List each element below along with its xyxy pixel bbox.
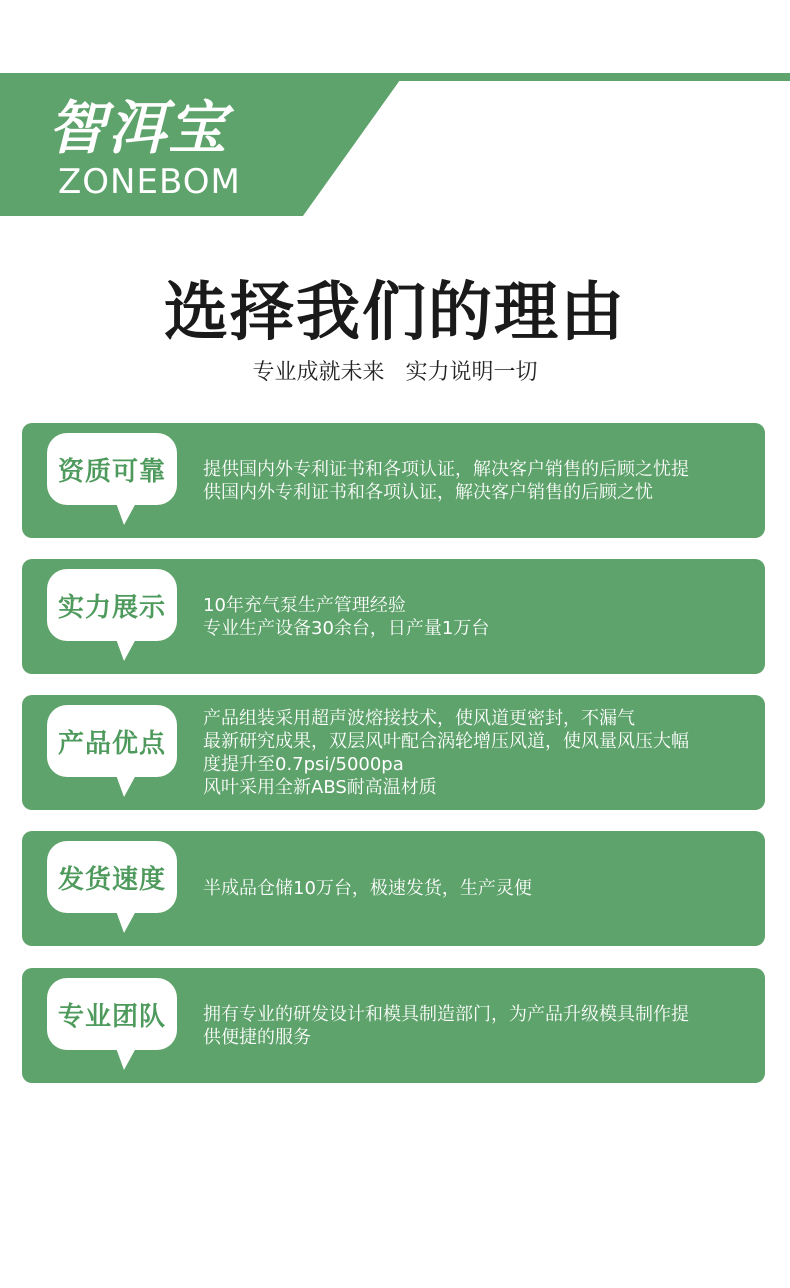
card-description [203, 559, 747, 674]
speech-bubble-tail [116, 1048, 136, 1070]
speech-bubble-badge [47, 433, 177, 505]
reason-card-team [22, 968, 765, 1083]
card-text-line: 风叶采用全新ABS耐高温材质 [203, 776, 437, 798]
card-text-line: 10年充气泵生产管理经验 [203, 594, 406, 616]
badge-label: 发货速度 [57, 864, 166, 895]
badge-label: 实力展示 [57, 592, 166, 623]
speech-bubble-badge [47, 705, 177, 777]
reason-card-delivery [22, 831, 765, 946]
badge-label: 资质可靠 [57, 456, 166, 487]
card-text-line: 供便捷的服务 [203, 1026, 311, 1048]
speech-bubble-tail [116, 775, 136, 797]
badge-label: 专业团队 [57, 1001, 166, 1032]
card-text-line: 供国内外专利证书和各项认证，解决客户销售的后顾之忧 [203, 481, 653, 503]
speech-bubble-tail [116, 503, 136, 525]
card-text-line: 提供国内外专利证书和各项认证，解决客户销售的后顾之忧提 [203, 458, 689, 480]
badge-label: 产品优点 [57, 728, 166, 759]
brand-logo-chinese: 智洱宝 [48, 94, 229, 162]
brand-logo-english: ZONEBOM [58, 162, 241, 202]
card-text-line: 产品组装采用超声波熔接技术，使风道更密封，不漏气 [203, 707, 635, 729]
card-text-line: 最新研究成果，双层风叶配合涡轮增压风道，使风量风压大幅 [203, 730, 689, 752]
card-description [203, 423, 747, 538]
page-title: 选择我们的理由 [164, 276, 626, 350]
card-text-line: 半成品仓储10万台，极速发货，生产灵便 [203, 878, 532, 899]
speech-bubble-badge [47, 569, 177, 641]
card-description [203, 968, 747, 1083]
reason-card-advantages [22, 695, 765, 810]
speech-bubble-tail [116, 911, 136, 933]
card-text-line: 拥有专业的研发设计和模具制造部门，为产品升级模具制作提 [203, 1003, 689, 1025]
speech-bubble-badge [47, 841, 177, 913]
speech-bubble-badge [47, 978, 177, 1050]
card-text-line: 度提升至0.7psi/5000pa [203, 753, 404, 775]
page-subtitle: 专业成就未来 实力说明一切 [252, 360, 538, 385]
card-description [203, 695, 747, 810]
reason-card-strength [22, 559, 765, 674]
speech-bubble-tail [116, 639, 136, 661]
card-text-line: 专业生产设备30余台，日产量1万台 [203, 617, 490, 639]
reason-card-qualification [22, 423, 765, 538]
card-description [203, 831, 747, 946]
